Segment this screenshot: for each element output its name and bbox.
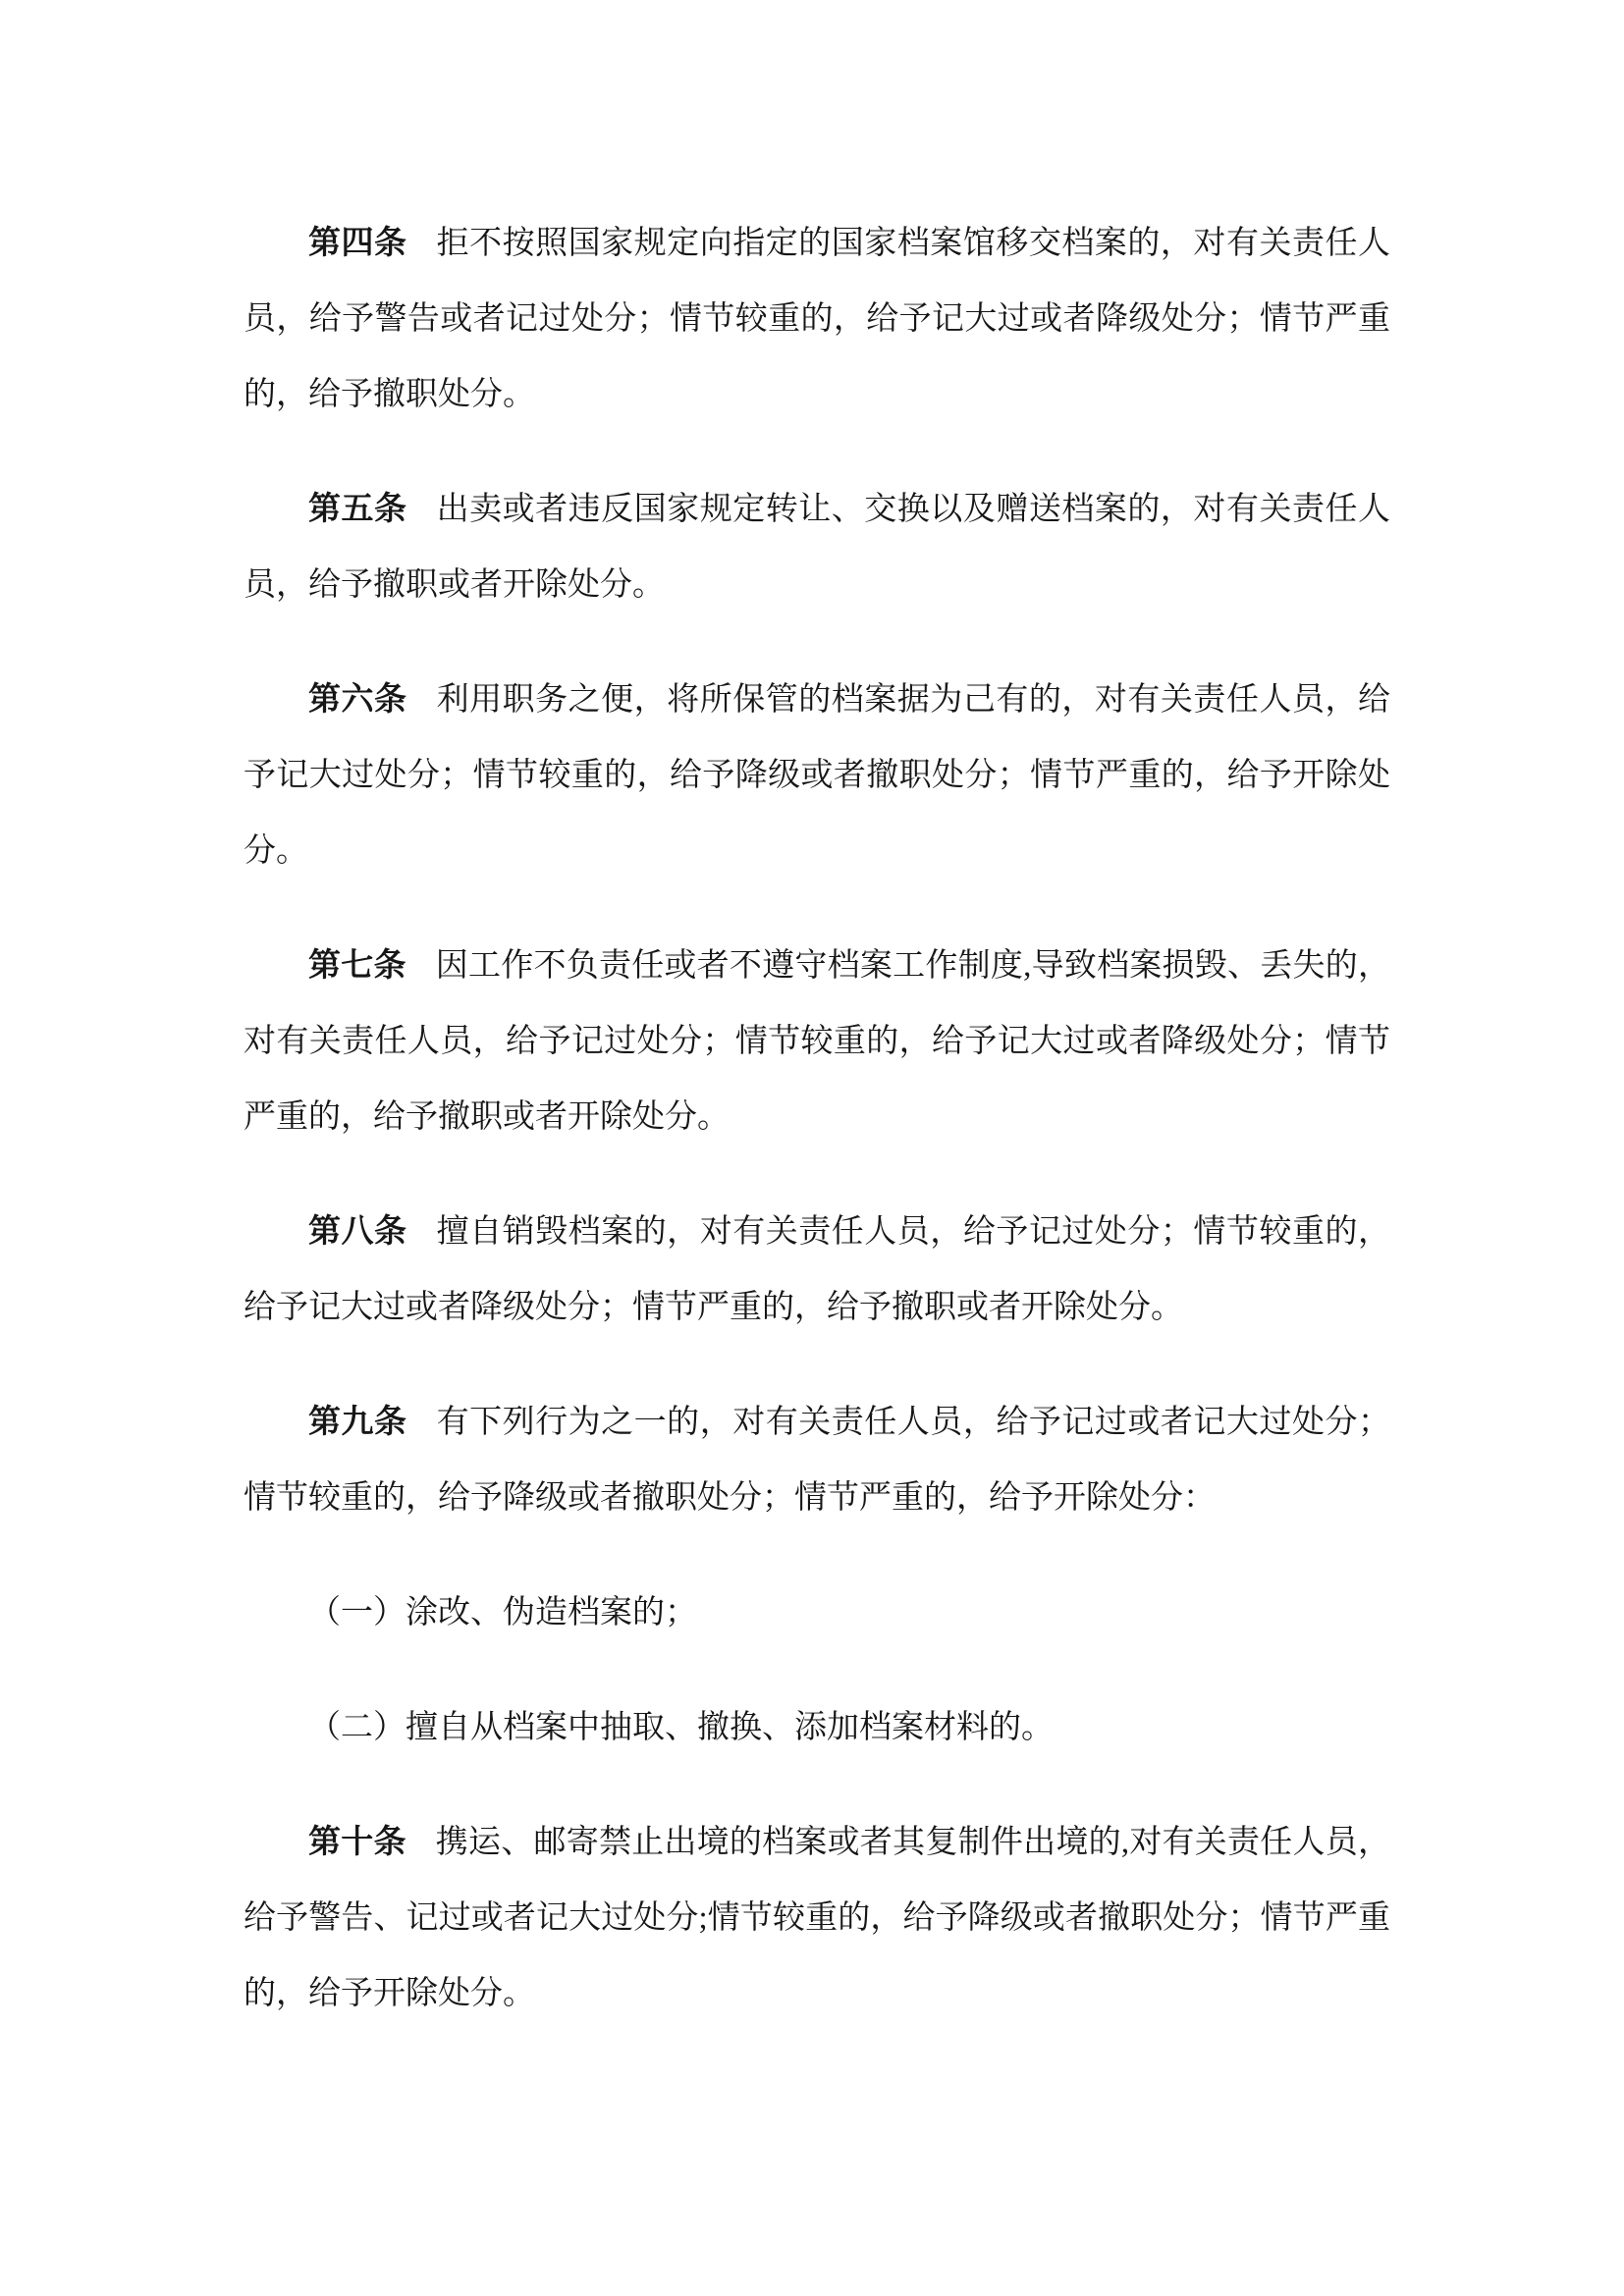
article-number: 第四条 [308, 226, 407, 261]
article-number: 第九条 [308, 1405, 407, 1440]
list-item-text: （一）涂改、伪造档案的； [308, 1595, 697, 1630]
article-text: 擅自销毁档案的，对有关责任人员，给予记过处分；情节较重的，给予记大过或者降级处分；情节严重的，给予撤职或者开除处分。 [244, 1214, 1391, 1325]
article-paragraph [244, 472, 1390, 623]
document-body [244, 206, 1390, 2032]
article-text: 因工作不负责任或者不遵守档案工作制度,导致档案损毁、丢失的，对有关责任人员，给予记过处分；情节较重的，给予记大过或者降级处分；情节严重的，给予撤职或者开除处分。 [244, 948, 1391, 1135]
article-paragraph [244, 1805, 1390, 2032]
article-number: 第五条 [308, 492, 407, 527]
article-paragraph [244, 663, 1390, 889]
article-text: 出卖或者违反国家规定转让、交换以及赠送档案的，对有关责任人员，给予撤职或者开除处分。 [244, 492, 1391, 603]
article-text: 有下列行为之一的，对有关责任人员，给予记过或者记大过处分；情节较重的，给予降级或者撤职处分；情节严重的，给予开除处分： [244, 1405, 1391, 1516]
article-paragraph [244, 1195, 1390, 1346]
article-text: 拒不按照国家规定向指定的国家档案馆移交档案的，对有关责任人员，给予警告或者记过处分；情节较重的，给予记大过或者降级处分；情节严重的，给予撤职处分。 [244, 226, 1391, 412]
article-text: 利用职务之便，将所保管的档案据为己有的，对有关责任人员，给予记大过处分；情节较重的，给予降级或者撤职处分；情节严重的，给予开除处分。 [244, 682, 1391, 869]
article-paragraph [244, 1385, 1390, 1536]
article-number: 第八条 [308, 1214, 407, 1250]
list-item-paragraph [244, 1690, 1390, 1766]
list-item-text: （二）擅自从档案中抽取、撤换、添加档案材料的。 [308, 1710, 1054, 1745]
list-item-paragraph [244, 1575, 1390, 1651]
article-number: 第十条 [308, 1825, 406, 1860]
article-text: 携运、邮寄禁止出境的档案或者其复制件出境的,对有关责任人员，给予警告、记过或者记大过处分;情节较重的，给予降级或者撤职处分；情节严重的，给予开除处分。 [244, 1825, 1391, 2011]
article-paragraph [244, 929, 1390, 1155]
article-paragraph [244, 206, 1390, 433]
article-number: 第六条 [308, 682, 407, 718]
article-number: 第七条 [308, 948, 406, 984]
